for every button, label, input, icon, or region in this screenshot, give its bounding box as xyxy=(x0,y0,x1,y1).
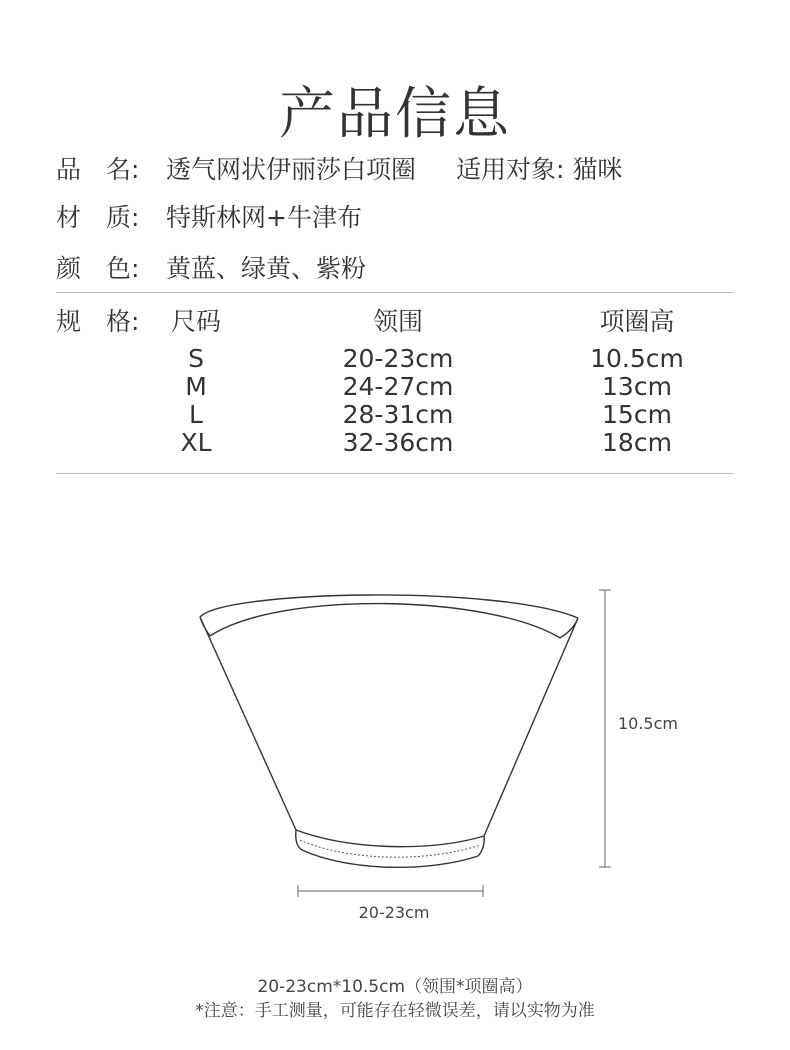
height-dimension-label: 10.5cm xyxy=(617,714,679,733)
collar-outline xyxy=(200,595,578,867)
material-row xyxy=(56,198,362,234)
spec-cell-height: 13cm xyxy=(602,372,672,401)
spec-cell-size: S xyxy=(188,344,204,373)
target-value: 猫咪 xyxy=(572,155,623,184)
product-name-row xyxy=(56,150,622,186)
color-row xyxy=(56,249,366,285)
disclaimer-note: *注意：手工测量，可能存在轻微误差，请以实物为准 xyxy=(195,1001,595,1021)
page-title: 产品信息 xyxy=(279,82,511,147)
product-name-value: 透气网状伊丽莎白项圈 xyxy=(166,155,417,184)
height-dimension-line xyxy=(599,590,611,867)
spec-cell-size: M xyxy=(185,372,207,401)
material-label: 材 质: xyxy=(56,203,140,232)
spec-cell-size: L xyxy=(189,400,203,429)
width-dimension-label: 20-23cm xyxy=(358,903,430,922)
spec-cell-neck: 28-31cm xyxy=(342,400,454,429)
collar-diagram xyxy=(0,560,790,940)
spec-label: 规 格: xyxy=(56,307,140,336)
target-label: 适用对象: xyxy=(456,155,565,184)
divider-bottom xyxy=(56,473,734,474)
spec-header-height: 项圈高 xyxy=(599,307,675,336)
spec-header-size: 尺码 xyxy=(170,307,221,336)
spec-cell-height: 15cm xyxy=(602,400,672,429)
spec-column-height xyxy=(572,307,702,457)
product-name-label: 品 名: xyxy=(56,155,140,184)
divider-top xyxy=(56,292,734,293)
width-dimension-line xyxy=(298,885,483,897)
material-value: 特斯林网+牛津布 xyxy=(166,203,362,232)
spec-cell-neck: 32-36cm xyxy=(342,428,454,457)
spec-header-neck: 领围 xyxy=(372,307,423,336)
size-note: 20-23cm*10.5cm（领围*项圈高） xyxy=(257,977,533,997)
spec-cell-height: 10.5cm xyxy=(590,344,684,373)
color-value: 黄蓝、绿黄、紫粉 xyxy=(166,254,367,283)
spec-cell-size: XL xyxy=(180,428,212,457)
spec-cell-neck: 24-27cm xyxy=(342,372,454,401)
spec-cell-height: 18cm xyxy=(602,428,672,457)
spec-column-size xyxy=(166,307,226,457)
spec-column-neck xyxy=(318,307,478,457)
color-label: 颜 色: xyxy=(56,254,140,283)
spec-cell-neck: 20-23cm xyxy=(342,344,454,373)
